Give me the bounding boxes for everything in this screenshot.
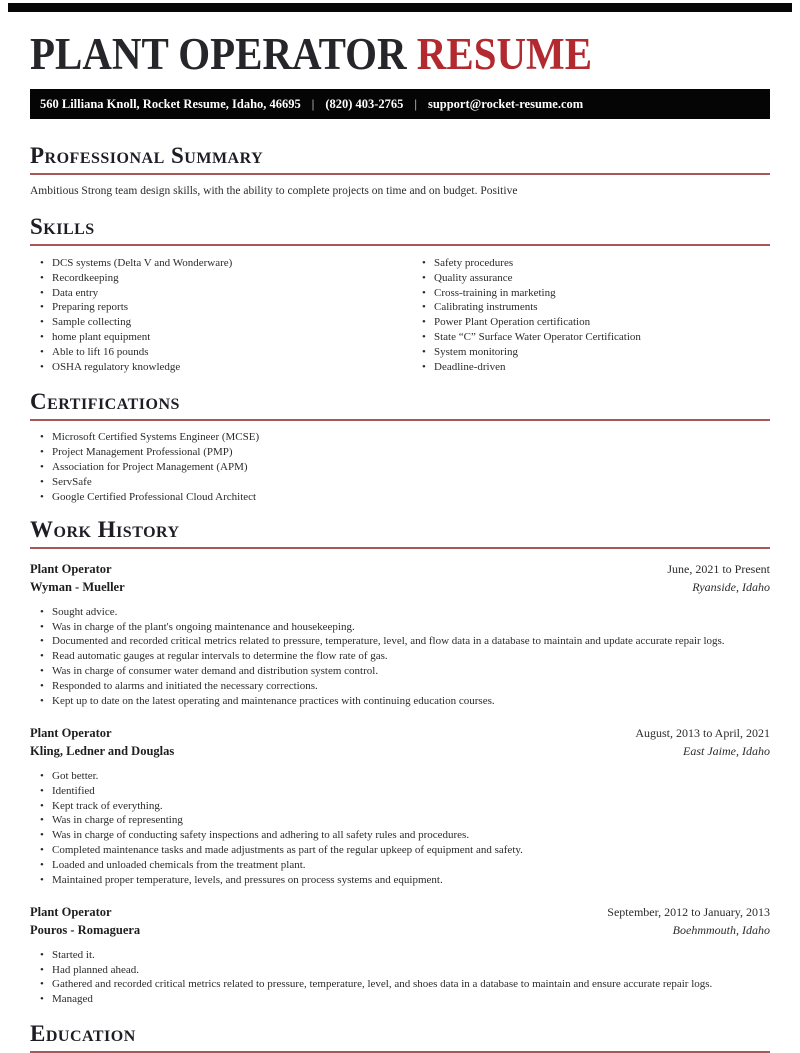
skill-item: • Safety procedures xyxy=(412,256,770,271)
contact-address: 560 Lilliana Knoll, Rocket Resume, Idaho, 46695 xyxy=(40,96,301,111)
job-bullet: • Loaded and unloaded chemicals from the treatment plant. xyxy=(30,858,770,873)
job-bullet: • Read automatic gauges at regular intervals to determine the flow rate of gas. xyxy=(30,649,770,664)
job-bullet: • Managed xyxy=(30,992,770,1007)
section-rule xyxy=(30,547,770,549)
section-heading-skills: Skills xyxy=(30,214,95,239)
job-bullet: • Identified xyxy=(30,784,770,799)
job-title: Plant Operator xyxy=(30,726,112,741)
job-bullet: • Responded to alarms and initiated the necessary corrections. xyxy=(30,679,770,694)
job-entry xyxy=(30,904,770,1007)
skill-item: • Preparing reports xyxy=(30,300,400,315)
job-entry xyxy=(30,725,770,887)
job-bullet: • Started it. xyxy=(30,948,770,963)
skill-item: • Data entry xyxy=(30,286,400,301)
section-certifications xyxy=(30,389,770,504)
job-bullet: • Gathered and recorded critical metrics related to pressure, temperature, level, and shoes data in a database to maintain and ensure accurate repair logs. xyxy=(30,977,770,992)
contact-separator: | xyxy=(311,96,315,111)
job-bullet: • Kept up to date on the latest operating and maintenance practices with continuing education courses. xyxy=(30,694,770,709)
job-dates: June, 2021 to Present xyxy=(667,562,770,577)
skills-columns xyxy=(30,256,770,374)
job-location: Boehmmouth, Idaho xyxy=(672,922,770,937)
skills-column-right xyxy=(400,256,770,374)
job-bullet: • Was in charge of the plant's ongoing maintenance and housekeeping. xyxy=(30,620,770,635)
certification-item: • Microsoft Certified Systems Engineer (MCSE) xyxy=(30,430,770,445)
section-professional-summary xyxy=(30,143,770,199)
job-location: East Jaime, Idaho xyxy=(683,743,770,758)
job-bullet: • Completed maintenance tasks and made adjustments as part of the regular upkeep of equipment and safety. xyxy=(30,843,770,858)
job-bullet: • Sought advice. xyxy=(30,605,770,620)
job-location: Ryanside, Idaho xyxy=(692,579,770,594)
section-rule xyxy=(30,419,770,421)
job-title: Plant Operator xyxy=(30,905,112,920)
job-dates: September, 2012 to January, 2013 xyxy=(607,905,770,920)
skill-item: • Cross-training in marketing xyxy=(412,286,770,301)
job-title: Plant Operator xyxy=(30,562,112,577)
skill-item: • Power Plant Operation certification xyxy=(412,315,770,330)
contact-separator: | xyxy=(414,96,417,111)
skill-item: • Quality assurance xyxy=(412,271,770,286)
resume-page xyxy=(0,29,800,1053)
certification-item: • Association for Project Management (APM) xyxy=(30,460,770,475)
skills-column-left xyxy=(30,256,400,374)
skill-item: • home plant equipment xyxy=(30,330,400,345)
job-bullet: • Had planned ahead. xyxy=(30,963,770,978)
section-heading-work-history: Work History xyxy=(30,517,180,543)
job-company: Wyman - Mueller xyxy=(30,579,125,594)
certification-item: • ServSafe xyxy=(30,475,770,490)
section-heading-certifications: Certifications xyxy=(30,389,180,415)
skill-item: • OSHA regulatory knowledge xyxy=(30,360,400,375)
job-bullet: • Was in charge of consumer water demand and distribution system control. xyxy=(30,664,770,679)
page-title-accent: RESUME xyxy=(416,29,593,79)
contact-bar xyxy=(30,89,770,119)
job-company: Pouros - Romaguera xyxy=(30,922,141,937)
summary-text: Ambitious Strong team design skills, with the ability to complete projects on time and on budget. Positive xyxy=(30,185,518,197)
skill-item: • System monitoring xyxy=(412,345,770,360)
job-bullet: • Got better. xyxy=(30,769,770,784)
job-company: Kling, Ledner and Douglas xyxy=(30,743,175,758)
section-education xyxy=(30,1021,770,1053)
page-title-main: PLANT OPERATOR xyxy=(30,29,417,79)
certification-item: • Google Certified Professional Cloud Architect xyxy=(30,490,770,505)
section-rule xyxy=(30,173,770,175)
section-work-history xyxy=(30,517,770,1007)
top-accent-bar xyxy=(8,3,792,12)
job-bullet: • Was in charge of representing xyxy=(30,813,770,828)
job-entry xyxy=(30,561,770,708)
job-bullet: • Was in charge of conducting safety inspections and adhering to all safety rules and procedures. xyxy=(30,828,770,843)
section-heading-education: Education xyxy=(30,1021,136,1046)
job-dates: August, 2013 to April, 2021 xyxy=(635,726,770,741)
section-skills xyxy=(30,214,770,374)
skill-item: • Deadline-driven xyxy=(412,360,770,375)
skill-item: • Calibrating instruments xyxy=(412,300,770,315)
job-bullet: • Kept track of everything. xyxy=(30,799,770,814)
skill-item: • Able to lift 16 pounds xyxy=(30,345,400,360)
contact-email: support@rocket-resume.com xyxy=(427,96,584,111)
section-heading-summary: Professional Summary xyxy=(30,143,264,168)
skill-item: • Sample collecting xyxy=(30,315,400,330)
section-rule xyxy=(30,244,770,246)
job-bullet: • Documented and recorded critical metrics related to pressure, temperature, level, and flow data in a database to maintain and update accurate repair logs. xyxy=(30,634,770,649)
certification-item: • Project Management Professional (PMP) xyxy=(30,445,770,460)
page-title xyxy=(30,29,703,79)
contact-phone: (820) 403-2765 xyxy=(325,96,404,111)
job-bullet: • Maintained proper temperature, levels, and pressures on process systems and equipment. xyxy=(30,873,770,888)
skill-item: • State “C” Surface Water Operator Certification xyxy=(412,330,770,345)
skill-item: • DCS systems (Delta V and Wonderware) xyxy=(30,256,400,271)
skill-item: • Recordkeeping xyxy=(30,271,400,286)
